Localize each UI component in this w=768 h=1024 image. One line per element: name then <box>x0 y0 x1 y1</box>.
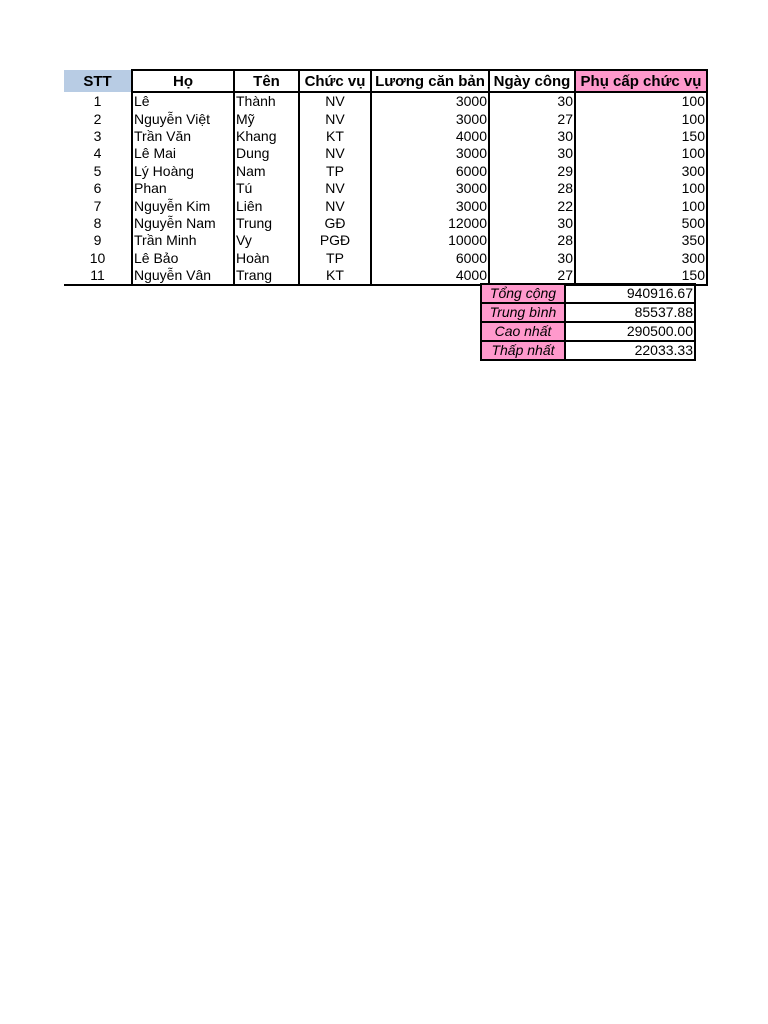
cell-ngay-cong[interactable]: 30 <box>489 215 575 232</box>
header-row <box>64 70 707 92</box>
cell-stt[interactable]: 6 <box>64 180 132 197</box>
cell-ho[interactable]: Lý Hoàng <box>132 163 234 180</box>
cell-stt[interactable]: 5 <box>64 163 132 180</box>
cell-phu-cap[interactable]: 100 <box>575 197 707 214</box>
table-row <box>64 145 707 162</box>
table-row <box>64 215 707 232</box>
cell-luong[interactable]: 6000 <box>371 163 489 180</box>
cell-ngay-cong[interactable]: 30 <box>489 92 575 110</box>
table-row <box>64 128 707 145</box>
cell-ngay-cong[interactable]: 29 <box>489 163 575 180</box>
table-row <box>64 180 707 197</box>
cell-stt[interactable]: 11 <box>64 267 132 285</box>
cell-ngay-cong[interactable]: 30 <box>489 128 575 145</box>
table-row <box>64 197 707 214</box>
summary-row <box>481 284 695 303</box>
employee-table <box>64 69 708 286</box>
cell-phu-cap[interactable]: 150 <box>575 128 707 145</box>
cell-ho[interactable]: Nguyễn Kim <box>132 197 234 214</box>
cell-ten[interactable]: Thành <box>234 92 299 110</box>
cell-ho[interactable]: Nguyễn Nam <box>132 215 234 232</box>
cell-phu-cap[interactable]: 100 <box>575 110 707 127</box>
table-row <box>64 250 707 267</box>
cell-stt[interactable]: 2 <box>64 110 132 127</box>
cell-luong[interactable]: 10000 <box>371 232 489 249</box>
summary-value[interactable]: 22033.33 <box>565 341 695 360</box>
cell-stt[interactable]: 4 <box>64 145 132 162</box>
header-phu-cap[interactable]: Phụ cấp chức vụ <box>575 70 707 92</box>
cell-stt[interactable]: 8 <box>64 215 132 232</box>
summary-label[interactable]: Cao nhất <box>481 322 565 341</box>
cell-luong[interactable]: 4000 <box>371 128 489 145</box>
cell-ho[interactable]: Lê Bảo <box>132 250 234 267</box>
cell-ngay-cong[interactable]: 27 <box>489 110 575 127</box>
cell-phu-cap[interactable]: 350 <box>575 232 707 249</box>
cell-chuc-vu[interactable]: NV <box>299 110 371 127</box>
cell-stt[interactable]: 10 <box>64 250 132 267</box>
cell-luong[interactable]: 4000 <box>371 267 489 285</box>
cell-chuc-vu[interactable]: TP <box>299 163 371 180</box>
cell-ten[interactable]: Hoàn <box>234 250 299 267</box>
header-chuc-vu[interactable]: Chức vụ <box>299 70 371 92</box>
summary-value[interactable]: 940916.67 <box>565 284 695 303</box>
table-row <box>64 163 707 180</box>
header-ngay-cong[interactable]: Ngày công <box>489 70 575 92</box>
cell-stt[interactable]: 3 <box>64 128 132 145</box>
summary-row <box>481 303 695 322</box>
header-ten[interactable]: Tên <box>234 70 299 92</box>
cell-ngay-cong[interactable]: 30 <box>489 145 575 162</box>
cell-phu-cap[interactable]: 150 <box>575 267 707 285</box>
table-row <box>64 92 707 110</box>
cell-chuc-vu[interactable]: TP <box>299 250 371 267</box>
header-ho[interactable]: Họ <box>132 70 234 92</box>
cell-phu-cap[interactable]: 100 <box>575 92 707 110</box>
header-luong[interactable]: Lương căn bản <box>371 70 489 92</box>
summary-row <box>481 341 695 360</box>
cell-luong[interactable]: 3000 <box>371 180 489 197</box>
summary-label[interactable]: Trung bình <box>481 303 565 322</box>
summary-label[interactable]: Tổng cộng <box>481 284 565 303</box>
cell-ten[interactable]: Dung <box>234 145 299 162</box>
cell-luong[interactable]: 3000 <box>371 92 489 110</box>
table-row <box>64 232 707 249</box>
cell-stt[interactable]: 1 <box>64 92 132 110</box>
cell-ten[interactable]: Khang <box>234 128 299 145</box>
cell-luong[interactable]: 3000 <box>371 110 489 127</box>
summary-value[interactable]: 290500.00 <box>565 322 695 341</box>
cell-chuc-vu[interactable]: NV <box>299 92 371 110</box>
summary-value[interactable]: 85537.88 <box>565 303 695 322</box>
cell-ngay-cong[interactable]: 28 <box>489 232 575 249</box>
cell-ho[interactable]: Trần Văn <box>132 128 234 145</box>
cell-chuc-vu[interactable]: NV <box>299 197 371 214</box>
cell-ngay-cong[interactable]: 27 <box>489 267 575 285</box>
cell-phu-cap[interactable]: 300 <box>575 250 707 267</box>
cell-phu-cap[interactable]: 100 <box>575 145 707 162</box>
cell-ngay-cong[interactable]: 30 <box>489 250 575 267</box>
cell-chuc-vu[interactable]: GĐ <box>299 215 371 232</box>
cell-chuc-vu[interactable]: KT <box>299 128 371 145</box>
cell-stt[interactable]: 9 <box>64 232 132 249</box>
cell-phu-cap[interactable]: 500 <box>575 215 707 232</box>
cell-chuc-vu[interactable]: KT <box>299 267 371 285</box>
cell-ngay-cong[interactable]: 28 <box>489 180 575 197</box>
summary-row <box>481 322 695 341</box>
cell-ten[interactable]: Vy <box>234 232 299 249</box>
cell-luong[interactable]: 12000 <box>371 215 489 232</box>
cell-ho[interactable]: Trần Minh <box>132 232 234 249</box>
cell-chuc-vu[interactable]: NV <box>299 145 371 162</box>
summary-table <box>480 283 696 361</box>
cell-ten[interactable]: Tú <box>234 180 299 197</box>
cell-ten[interactable]: Mỹ <box>234 110 299 127</box>
cell-ten[interactable]: Trung <box>234 215 299 232</box>
cell-luong[interactable]: 3000 <box>371 197 489 214</box>
cell-ten[interactable]: Liên <box>234 197 299 214</box>
table-row <box>64 110 707 127</box>
cell-phu-cap[interactable]: 100 <box>575 180 707 197</box>
cell-ten[interactable]: Nam <box>234 163 299 180</box>
cell-ho[interactable]: Lê Mai <box>132 145 234 162</box>
cell-ho[interactable]: Nguyễn Việt <box>132 110 234 127</box>
header-stt[interactable]: STT <box>64 70 132 92</box>
cell-luong[interactable]: 6000 <box>371 250 489 267</box>
cell-chuc-vu[interactable]: PGĐ <box>299 232 371 249</box>
cell-stt[interactable]: 7 <box>64 197 132 214</box>
cell-ho[interactable]: Lê <box>132 92 234 110</box>
summary-label[interactable]: Thấp nhất <box>481 341 565 360</box>
cell-ten[interactable]: Trang <box>234 267 299 285</box>
cell-chuc-vu[interactable]: NV <box>299 180 371 197</box>
cell-ho[interactable]: Nguyễn Vân <box>132 267 234 285</box>
cell-ho[interactable]: Phan <box>132 180 234 197</box>
cell-ngay-cong[interactable]: 22 <box>489 197 575 214</box>
cell-phu-cap[interactable]: 300 <box>575 163 707 180</box>
cell-luong[interactable]: 3000 <box>371 145 489 162</box>
